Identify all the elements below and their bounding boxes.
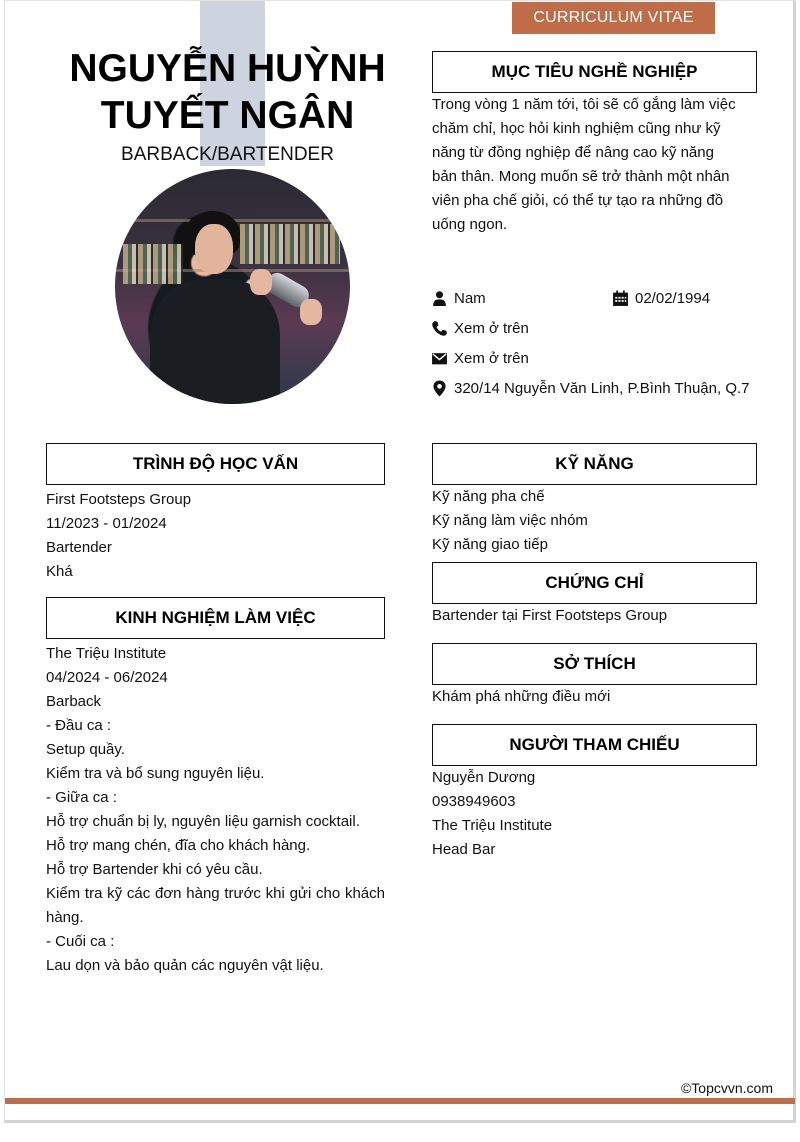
objective-text	[432, 93, 736, 237]
name-line-2: TUYẾT NGÂN	[100, 94, 355, 137]
experience-header: KINH NGHIỆM LÀM VIỆC	[46, 597, 385, 639]
address-value: 320/14 Nguyễn Văn Linh, P.Bình Thuận, Q.7	[454, 380, 750, 397]
name-line-1: NGUYỄN HUỲNH	[69, 47, 386, 90]
certificates-header: CHỨNG CHỈ	[432, 562, 757, 604]
education-header: TRÌNH ĐỘ HỌC VẤN	[46, 443, 385, 485]
person-icon	[431, 290, 448, 307]
education-period: 11/2023 - 01/2024	[46, 515, 167, 532]
photo-bottles	[240, 224, 340, 264]
objective-line: uống ngon.	[432, 216, 508, 233]
hobbies-header: SỞ THÍCH	[432, 643, 757, 685]
skill-item: Kỹ năng làm việc nhóm	[432, 512, 588, 529]
experience-line: - Đầu ca :	[46, 717, 112, 734]
objective-header: MỤC TIÊU NGHỀ NGHIỆP	[432, 51, 757, 93]
skill-item: Kỹ năng pha chế	[432, 488, 545, 505]
reference-position: Head Bar	[432, 841, 496, 858]
experience-line: Hỗ trợ Bartender khi có yêu cầu.	[46, 861, 263, 878]
experience-line: Setup quầy.	[46, 741, 125, 758]
experience-line: - Cuối ca :	[46, 933, 115, 950]
mail-icon	[431, 350, 448, 367]
education-major: Bartender	[46, 539, 112, 556]
phone-icon	[431, 320, 448, 337]
cv-banner: CURRICULUM VITAE	[512, 2, 715, 34]
cv-page	[4, 0, 796, 1123]
objective-line: năng từ đồng nghiệp để nâng cao kỹ năng	[432, 144, 714, 161]
experience-line: Hỗ trợ chuẩn bị ly, nguyên liệu garnish cocktail.	[46, 813, 360, 830]
contact-birthday	[612, 290, 710, 307]
references-header: NGƯỜI THAM CHIẾU	[432, 724, 757, 766]
experience-line: Lau dọn và bảo quản các nguyên vật liệu.	[46, 957, 324, 974]
education-details	[46, 488, 191, 584]
experience-line: Kiểm tra và bổ sung nguyên liệu.	[46, 765, 265, 782]
certificates-list	[432, 604, 667, 628]
hobbies-list	[432, 685, 610, 709]
photo-bottles-left	[123, 244, 183, 284]
objective-line: Trong vòng 1 năm tới, tôi sẽ cố gắng làm việc	[432, 96, 736, 113]
education-school: First Footsteps Group	[46, 491, 192, 508]
skills-header: KỸ NĂNG	[432, 443, 757, 485]
footer-credit: ©Topcvvn.com	[680, 1080, 773, 1096]
references-details	[432, 766, 552, 862]
contact-gender	[431, 290, 486, 307]
job-title: BARBACK/BARTENDER	[121, 144, 334, 165]
objective-line: viên pha chế giỏi, có thể tự tạo ra những đồ	[432, 192, 724, 209]
calendar-icon	[612, 290, 629, 307]
objective-line: bản thân. Mong muốn sẽ trở thành một nhân	[432, 168, 730, 185]
experience-details	[46, 642, 385, 978]
location-pin-icon	[431, 380, 448, 397]
skill-item: Kỹ năng giao tiếp	[432, 536, 548, 553]
gender-value: Nam	[454, 290, 486, 307]
experience-line: Kiểm tra kỹ các đơn hàng trước khi gửi cho khách hàng.	[46, 885, 385, 926]
hobby-item: Khám phá những điều mới	[432, 688, 611, 705]
phone-value: Xem ở trên	[454, 320, 529, 337]
reference-name: Nguyễn Dương	[432, 769, 536, 786]
reference-phone: 0938949603	[432, 793, 516, 810]
experience-line: - Giữa ca :	[46, 789, 117, 806]
contact-email	[431, 350, 529, 367]
education-grade: Khá	[46, 563, 73, 580]
skills-list	[432, 485, 588, 557]
contact-address	[431, 380, 750, 397]
footer-accent-bar	[5, 1098, 795, 1104]
experience-period: 04/2024 - 06/2024	[46, 669, 168, 686]
profile-photo	[115, 169, 350, 404]
experience-role: Barback	[46, 693, 102, 710]
certificate-item: Bartender tại First Footsteps Group	[432, 607, 668, 624]
reference-company: The Triệu Institute	[432, 817, 553, 834]
candidate-name	[45, 45, 410, 139]
experience-company: The Triệu Institute	[46, 645, 167, 662]
experience-line: Hỗ trợ mang chén, đĩa cho khách hàng.	[46, 837, 311, 854]
objective-line: chăm chỉ, học hỏi kinh nghiệm cũng như kỹ	[432, 120, 721, 137]
contact-phone	[431, 320, 529, 337]
birthday-value: 02/02/1994	[635, 290, 711, 307]
email-value: Xem ở trên	[454, 350, 529, 367]
